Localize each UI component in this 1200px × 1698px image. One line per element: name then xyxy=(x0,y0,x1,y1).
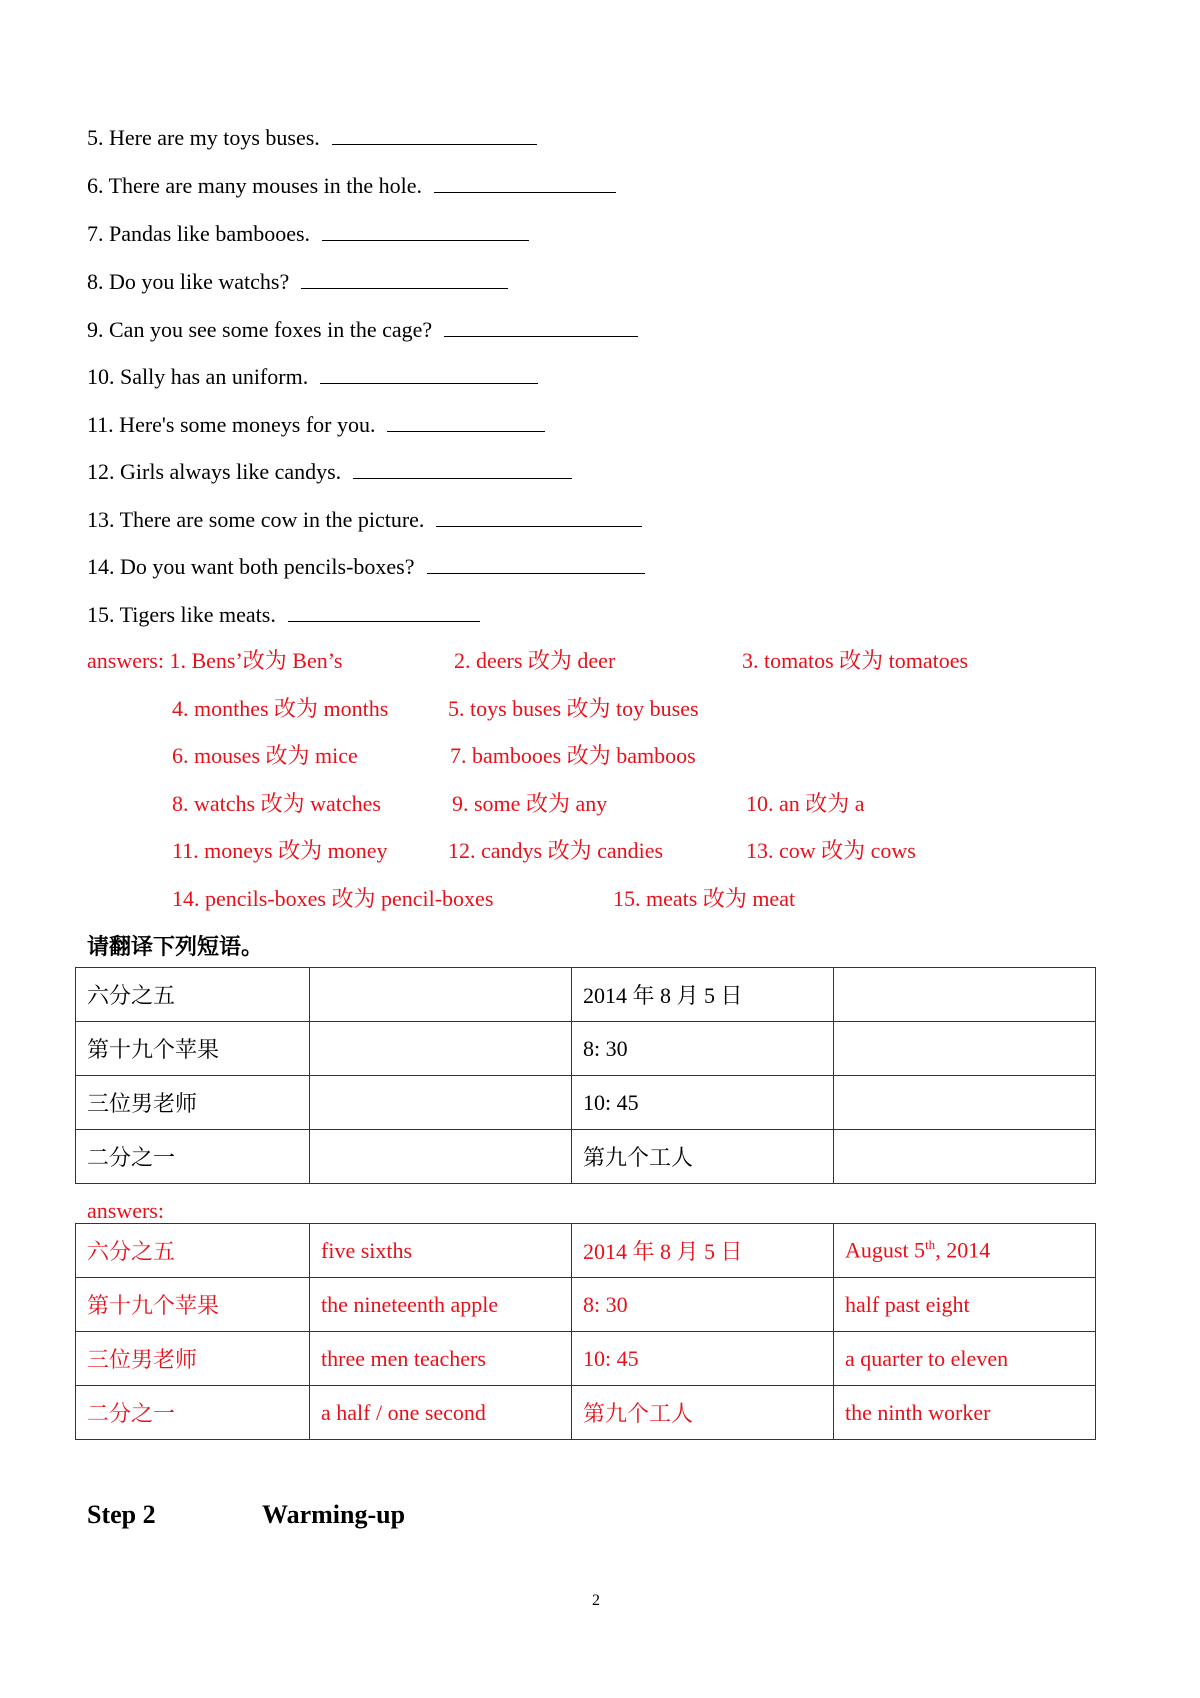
date-answer-cell xyxy=(834,1224,1096,1278)
answer-item: 4. monthes 改为 months xyxy=(172,696,389,721)
table-cell: a half / one second xyxy=(310,1386,572,1440)
answer-item: 11. moneys 改为 money xyxy=(172,838,388,863)
answer-cell[interactable] xyxy=(310,1130,572,1184)
question-text: 14. Do you want both pencils-boxes? xyxy=(87,554,415,579)
answer-item: 9. some 改为 any xyxy=(452,791,608,816)
question-item xyxy=(87,411,545,438)
answers-label: answers: 1. Bens’改为 Ben’s xyxy=(87,648,343,673)
answer-blank[interactable] xyxy=(427,553,645,574)
answer-blank[interactable] xyxy=(332,124,537,145)
table-row xyxy=(76,1224,1096,1278)
answer-cell[interactable] xyxy=(834,1130,1096,1184)
answer-item: 2. deers 改为 deer xyxy=(454,648,616,673)
table-cell: half past eight xyxy=(834,1278,1096,1332)
question-text: 6. There are many mouses in the hole. xyxy=(87,173,422,198)
table-row xyxy=(76,968,1096,1022)
table-row xyxy=(76,1130,1096,1184)
answer-blank[interactable] xyxy=(320,363,538,384)
answer-blank[interactable] xyxy=(434,172,616,193)
answer-item: 10. an 改为 a xyxy=(746,791,865,816)
question-text: 5. Here are my toys buses. xyxy=(87,125,320,150)
table-row xyxy=(76,1076,1096,1130)
table-row xyxy=(76,1022,1096,1076)
page-number: 2 xyxy=(592,1592,600,1609)
table-cell: 二分之一 xyxy=(76,1386,310,1440)
question-text: 9. Can you see some foxes in the cage? xyxy=(87,317,433,342)
answer-blank[interactable] xyxy=(301,268,508,289)
question-text: 11. Here's some moneys for you. xyxy=(87,412,376,437)
answer-cell[interactable] xyxy=(834,1076,1096,1130)
answers-label: answers: xyxy=(87,1198,164,1223)
table-row xyxy=(76,1386,1096,1440)
date-ordinal-suffix: th xyxy=(925,1237,936,1253)
table-cell: 2014 年 8 月 5 日 xyxy=(572,1224,834,1278)
question-text: 8. Do you like watchs? xyxy=(87,269,290,294)
table-cell: the ninth worker xyxy=(834,1386,1096,1440)
answer-item: 15. meats 改为 meat xyxy=(613,886,796,911)
answer-cell[interactable] xyxy=(834,1022,1096,1076)
answer-blank[interactable] xyxy=(288,601,480,622)
table-cell: 三位男老师 xyxy=(76,1076,310,1130)
question-item xyxy=(87,363,538,390)
question-text: 12. Girls always like candys. xyxy=(87,459,342,484)
answer-blank[interactable] xyxy=(444,316,638,337)
table-cell: 8: 30 xyxy=(572,1022,834,1076)
question-text: 13. There are some cow in the picture. xyxy=(87,507,425,532)
question-item xyxy=(87,220,529,247)
section-heading: 请翻译下列短语。 xyxy=(87,935,264,960)
table-cell: 第十九个苹果 xyxy=(76,1022,310,1076)
translation-table xyxy=(75,967,1096,1184)
question-item xyxy=(87,553,645,580)
table-cell: 10: 45 xyxy=(572,1332,834,1386)
question-item xyxy=(87,172,616,199)
answer-item: 5. toys buses 改为 toy buses xyxy=(448,696,699,721)
date-text: August 5 xyxy=(845,1237,926,1263)
answer-cell[interactable] xyxy=(310,1076,572,1130)
answer-item: 6. mouses 改为 mice xyxy=(172,743,358,768)
question-item xyxy=(87,268,508,295)
table-cell: 10: 45 xyxy=(572,1076,834,1130)
table-row xyxy=(76,1278,1096,1332)
table-row xyxy=(76,1332,1096,1386)
table-cell: 第十九个苹果 xyxy=(76,1278,310,1332)
answer-item: 7. bambooes 改为 bamboos xyxy=(450,743,696,768)
answer-item: 8. watchs 改为 watches xyxy=(172,791,381,816)
table-cell: 六分之五 xyxy=(76,1224,310,1278)
answer-blank[interactable] xyxy=(322,220,529,241)
table-cell: 第九个工人 xyxy=(572,1386,834,1440)
step-title: Warming-up xyxy=(262,1500,406,1529)
question-item xyxy=(87,458,572,485)
table-cell: 二分之一 xyxy=(76,1130,310,1184)
answer-cell[interactable] xyxy=(834,968,1096,1022)
table-cell: 2014 年 8 月 5 日 xyxy=(572,968,834,1022)
answer-cell[interactable] xyxy=(310,968,572,1022)
table-cell: three men teachers xyxy=(310,1332,572,1386)
answers-table xyxy=(75,1223,1096,1440)
table-cell: 第九个工人 xyxy=(572,1130,834,1184)
table-cell: 8: 30 xyxy=(572,1278,834,1332)
table-cell: 三位男老师 xyxy=(76,1332,310,1386)
answer-item: 3. tomatos 改为 tomatoes xyxy=(742,648,969,673)
date-year: , 2014 xyxy=(935,1237,991,1263)
answer-item: 12. candys 改为 candies xyxy=(448,838,664,863)
answer-blank[interactable] xyxy=(353,458,572,479)
question-item xyxy=(87,506,642,533)
table-cell: a quarter to eleven xyxy=(834,1332,1096,1386)
answer-item: 14. pencils-boxes 改为 pencil-boxes xyxy=(172,886,494,911)
answer-blank[interactable] xyxy=(436,506,642,527)
table-cell: the nineteenth apple xyxy=(310,1278,572,1332)
answer-item: 13. cow 改为 cows xyxy=(746,838,916,863)
table-cell: five sixths xyxy=(310,1224,572,1278)
question-text: 7. Pandas like bambooes. xyxy=(87,221,311,246)
step-number: Step 2 xyxy=(87,1500,156,1529)
question-item xyxy=(87,601,480,628)
question-text: 15. Tigers like meats. xyxy=(87,602,276,627)
answer-cell[interactable] xyxy=(310,1022,572,1076)
table-cell: 六分之五 xyxy=(76,968,310,1022)
question-item xyxy=(87,124,537,151)
answer-blank[interactable] xyxy=(387,411,545,432)
question-item xyxy=(87,316,638,343)
question-text: 10. Sally has an uniform. xyxy=(87,364,309,389)
